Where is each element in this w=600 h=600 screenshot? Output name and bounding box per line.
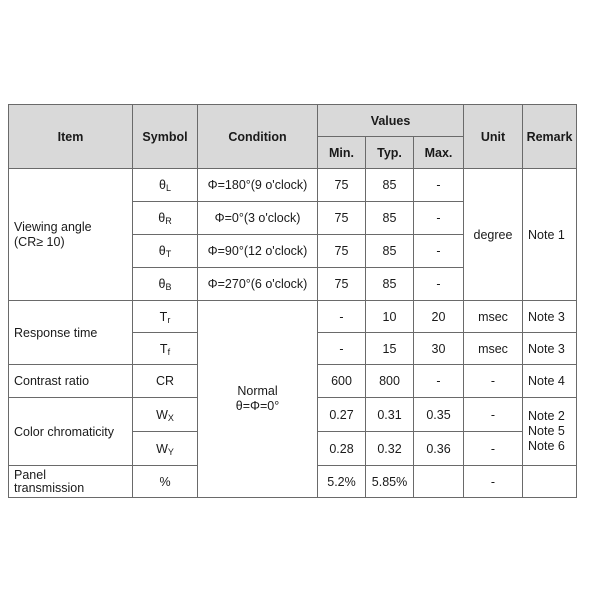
- min-cell: 5.2%: [318, 466, 366, 498]
- specification-table: [8, 104, 577, 498]
- condition-cell: Φ=270°(6 o'clock): [198, 268, 318, 301]
- condition-angles: θ=Φ=0°: [235, 399, 280, 413]
- max-cell: [414, 466, 464, 498]
- viewing-angle-cr-note: (CR≥ 10): [14, 234, 65, 249]
- min-cell: 75: [318, 169, 366, 202]
- symbol-cell: WX: [133, 398, 198, 432]
- symbol-cell: %: [133, 466, 198, 498]
- min-cell: 75: [318, 268, 366, 301]
- remark-note-5: Note 5: [528, 424, 565, 438]
- viewing-angle-remark: Note 1: [523, 169, 577, 301]
- remark-cell: Note 3: [523, 301, 577, 333]
- min-cell: 600: [318, 365, 366, 398]
- transmission-label-2: transmission: [14, 480, 85, 495]
- symbol-cell: WY: [133, 432, 198, 466]
- typ-cell: 5.85%: [366, 466, 414, 498]
- max-cell: 30: [414, 333, 464, 365]
- header-values: Values: [318, 105, 464, 137]
- response-time-item: Response time: [9, 301, 133, 365]
- typ-cell: 85: [366, 202, 414, 235]
- max-cell: 0.36: [414, 432, 464, 466]
- remark-cell: [523, 466, 577, 498]
- min-cell: -: [318, 301, 366, 333]
- table-row: [9, 169, 577, 202]
- header-unit: Unit: [464, 105, 523, 169]
- min-cell: 0.27: [318, 398, 366, 432]
- viewing-angle-item: [9, 169, 133, 301]
- symbol-cell: θL: [133, 169, 198, 202]
- header-typ: Typ.: [366, 137, 414, 169]
- typ-cell: 10: [366, 301, 414, 333]
- typ-cell: 85: [366, 235, 414, 268]
- max-cell: -: [414, 169, 464, 202]
- max-cell: -: [414, 268, 464, 301]
- unit-cell: -: [464, 432, 523, 466]
- condition-normal: Normal: [237, 384, 278, 398]
- chromaticity-item: Color chromaticity: [9, 398, 133, 466]
- condition-cell: Φ=180°(9 o'clock): [198, 169, 318, 202]
- symbol-cell: Tf: [133, 333, 198, 365]
- min-cell: 75: [318, 235, 366, 268]
- header-condition: Condition: [198, 105, 318, 169]
- remark-note-6: Note 6: [528, 439, 565, 453]
- chromaticity-remark: [523, 398, 577, 466]
- remark-cell: Note 4: [523, 365, 577, 398]
- typ-cell: 15: [366, 333, 414, 365]
- typ-cell: 0.32: [366, 432, 414, 466]
- max-cell: 20: [414, 301, 464, 333]
- header-min: Min.: [318, 137, 366, 169]
- condition-cell: Φ=0°(3 o'clock): [198, 202, 318, 235]
- unit-cell: -: [464, 466, 523, 498]
- max-cell: -: [414, 365, 464, 398]
- remark-cell: Note 3: [523, 333, 577, 365]
- typ-cell: 85: [366, 169, 414, 202]
- header-symbol: Symbol: [133, 105, 198, 169]
- shared-condition: [198, 301, 318, 498]
- header-remark: Remark: [523, 105, 577, 169]
- max-cell: -: [414, 235, 464, 268]
- max-cell: -: [414, 202, 464, 235]
- unit-cell: -: [464, 398, 523, 432]
- typ-cell: 0.31: [366, 398, 414, 432]
- symbol-cell: θB: [133, 268, 198, 301]
- transmission-item: [9, 466, 133, 498]
- viewing-angle-label: Viewing angle: [14, 219, 92, 234]
- symbol-cell: CR: [133, 365, 198, 398]
- symbol-cell: Tr: [133, 301, 198, 333]
- symbol-cell: θR: [133, 202, 198, 235]
- transmission-label-1: Panel: [14, 467, 46, 482]
- contrast-item: Contrast ratio: [9, 365, 133, 398]
- remark-note-2: Note 2: [528, 409, 565, 423]
- symbol-cell: θT: [133, 235, 198, 268]
- min-cell: -: [318, 333, 366, 365]
- typ-cell: 800: [366, 365, 414, 398]
- header-item: Item: [9, 105, 133, 169]
- min-cell: 0.28: [318, 432, 366, 466]
- unit-cell: -: [464, 365, 523, 398]
- min-cell: 75: [318, 202, 366, 235]
- header-max: Max.: [414, 137, 464, 169]
- max-cell: 0.35: [414, 398, 464, 432]
- viewing-angle-unit: degree: [464, 169, 523, 301]
- typ-cell: 85: [366, 268, 414, 301]
- unit-cell: msec: [464, 333, 523, 365]
- unit-cell: msec: [464, 301, 523, 333]
- table-row: [9, 301, 577, 333]
- condition-cell: Φ=90°(12 o'clock): [198, 235, 318, 268]
